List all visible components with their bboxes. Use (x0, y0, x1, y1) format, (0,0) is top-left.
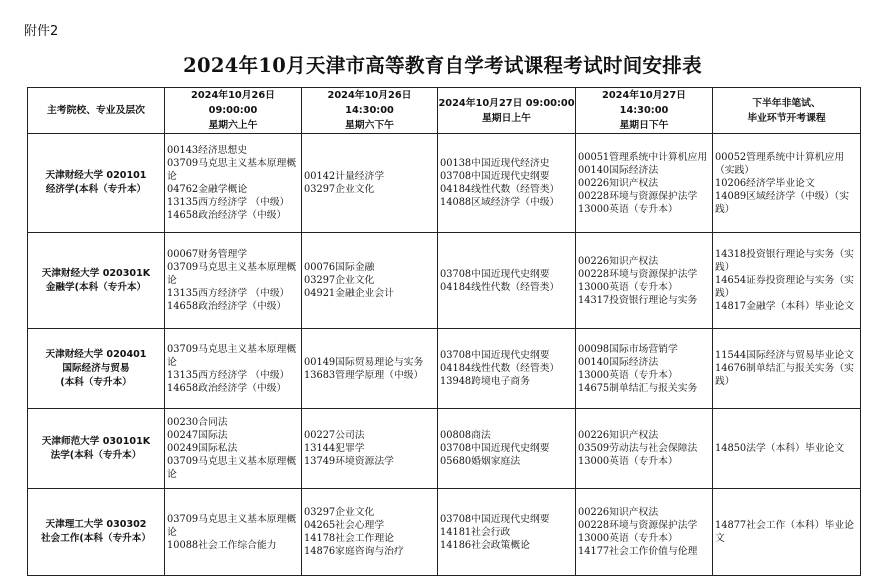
course-item: 13000英语（专升本） (578, 281, 678, 293)
course-item: 14181社会行政 (440, 526, 511, 538)
course-item: 14877社会工作（本科）毕业论文 (715, 520, 854, 544)
table-row (28, 233, 861, 329)
course-item: 13135西方经济学 （中级） (167, 288, 290, 299)
page-title: 2024年10月天津市高等教育自学考试课程考试时间安排表 (183, 54, 702, 77)
course-item: 14186社会政策概论 (440, 539, 530, 551)
course-item: 03709马克思主义基本原理概论 (167, 262, 297, 286)
institution-line: 天津理工大学 030302 (45, 519, 147, 530)
course-cell-sun-am (438, 329, 576, 409)
course-item: 03509劳动法与社会保障法 (578, 443, 698, 454)
table-row (28, 409, 861, 489)
course-item: 04184线性代数（经管类） (440, 281, 560, 293)
course-cell-sat-pm (302, 489, 438, 576)
course-cell-sun-am (438, 233, 576, 329)
course-item: 13144犯罪学 (304, 443, 365, 454)
course-item: 03297企业文化 (304, 275, 375, 286)
course-item: 11544国际经济与贸易毕业论文 (715, 350, 854, 361)
course-item: 00228环境与资源保护法学 (578, 520, 698, 531)
course-item: 00226知识产权法 (578, 430, 659, 441)
course-item: 00098国际市场营销学 (578, 343, 678, 355)
table-row (28, 329, 861, 409)
course-item: 13683管理学原理（中级） (304, 369, 424, 381)
course-item: 04184线性代数（经管类） (440, 184, 560, 195)
course-item: 00143经济思想史 (167, 145, 248, 156)
course-item: 04265社会心理学 (304, 520, 385, 531)
institution-cell (28, 134, 165, 233)
course-item: 14658政治经济学（中级） (167, 382, 287, 394)
course-item: 14658政治经济学（中级） (167, 210, 287, 221)
course-item: 14676制单结汇与报关实务（实践） (715, 363, 854, 387)
course-cell-sun-pm (576, 489, 713, 576)
course-cell-other (713, 233, 861, 329)
course-item: 00226知识产权法 (578, 255, 659, 267)
course-cell-sat-pm (302, 329, 438, 409)
course-item: 03297企业文化 (304, 507, 375, 518)
course-cell-sun-pm (576, 329, 713, 409)
institution-line: 经济学(本科（专升本） (45, 184, 147, 195)
course-item: 00076国际金融 (304, 262, 375, 273)
course-item: 04184线性代数（经管类） (440, 363, 560, 374)
header-sun-pm: 2024年10月27日 14:30:00 星期日下午 (576, 88, 713, 134)
course-item: 14658政治经济学（中级） (167, 301, 287, 312)
course-item: 03709马克思主义基本原理概论 (167, 343, 297, 368)
course-cell-sat-am (165, 233, 302, 329)
course-item: 10088社会工作综合能力 (167, 539, 277, 551)
course-cell-sat-am (165, 134, 302, 233)
course-item: 14654证券投资理论与实务（实践） (715, 275, 854, 299)
course-cell-sun-pm (576, 134, 713, 233)
institution-line: 金融学(本科（专升本） (45, 281, 147, 293)
course-cell-sat-pm (302, 134, 438, 233)
course-cell-other (713, 409, 861, 489)
course-item: 03708中国近现代史纲要 (440, 268, 550, 280)
course-cell-sun-pm (576, 409, 713, 489)
course-cell-sat-am (165, 329, 302, 409)
course-item: 00142计量经济学 (304, 171, 385, 182)
course-item: 13135西方经济学 （中级） (167, 369, 290, 381)
course-item: 14817金融学（本科）毕业论文 (715, 301, 854, 312)
course-item: 00051管理系统中计算机应用 (578, 151, 708, 163)
institution-cell (28, 409, 165, 489)
course-item: 00226知识产权法 (578, 507, 659, 518)
course-item: 00138中国近现代经济史 (440, 158, 550, 169)
course-item: 00226知识产权法 (578, 177, 659, 189)
header-sun-am: 2024年10月27日 09:00:00 星期日上午 (438, 88, 576, 134)
course-item: 00052管理系统中计算机应用（实践） (715, 151, 845, 176)
course-item: 00140国际经济法 (578, 164, 659, 176)
institution-cell (28, 329, 165, 409)
course-item: 00247国际法 (167, 430, 228, 441)
header-institution: 主考院校、专业及层次 (28, 88, 165, 134)
course-item: 14089区域经济学（中级）（实践） (715, 190, 850, 215)
course-item: 00228环境与资源保护法学 (578, 268, 698, 280)
course-item: 13948跨境电子商务 (440, 376, 530, 387)
institution-line: 国际经济与贸易 (62, 362, 130, 374)
course-item: 03709马克思主义基本原理概论 (167, 513, 297, 538)
course-item: 00228环境与资源保护法学 (578, 190, 698, 202)
course-item: 14318投资银行理论与实务（实践） (715, 249, 854, 273)
course-cell-other (713, 134, 861, 233)
course-item: 14675制单结汇与报关实务 (578, 382, 698, 394)
header-sat-pm: 2024年10月26日 14:30:00 星期六下午 (302, 88, 438, 134)
institution-line: 天津师范大学 030101K (41, 435, 151, 447)
course-item: 14177社会工作价值与伦理 (578, 546, 698, 557)
institution-line: 法学(本科（专升本） (50, 449, 142, 461)
course-item: 00140国际经济法 (578, 356, 659, 368)
course-cell-sun-am (438, 489, 576, 576)
course-item: 00067财务管理学 (167, 249, 248, 260)
institution-line: 天津财经大学 020401 (45, 348, 147, 360)
course-cell-sun-am (438, 134, 576, 233)
course-item: 13000英语（专升本） (578, 203, 678, 215)
course-cell-sat-pm (302, 409, 438, 489)
course-cell-sat-pm (302, 233, 438, 329)
institution-cell (28, 233, 165, 329)
attachment-label: 附件2 (24, 24, 59, 39)
course-item: 03708中国近现代史纲要 (440, 350, 550, 361)
course-item: 13135西方经济学 （中级） (167, 197, 290, 208)
course-item: 04762金融学概论 (167, 184, 248, 195)
institution-line: (本科（专升本） (60, 376, 132, 388)
course-item: 03708中国近现代史纲要 (440, 513, 550, 525)
institution-line: 社会工作(本科（专升本） (41, 533, 151, 544)
course-item: 03708中国近现代史纲要 (440, 443, 550, 454)
header-row (28, 88, 861, 134)
course-item: 14317投资银行理论与实务 (578, 294, 698, 306)
course-item: 14850法学（本科）毕业论文 (715, 443, 845, 454)
course-cell-sat-am (165, 409, 302, 489)
course-item: 13749环境资源法学 (304, 456, 394, 467)
exam-schedule-table (27, 87, 861, 576)
course-item: 00149国际贸易理论与实务 (304, 356, 424, 368)
course-item: 13000英语（专升本） (578, 533, 678, 544)
course-item: 00227公司法 (304, 430, 365, 441)
course-item: 03708中国近现代史纲要 (440, 171, 550, 182)
course-item: 05680婚姻家庭法 (440, 456, 521, 467)
course-item: 13000英语（专升本） (578, 369, 678, 381)
course-item: 14088区域经济学（中级） (440, 197, 560, 208)
institution-line: 天津财经大学 020101 (45, 170, 147, 181)
course-item: 14178社会工作理论 (304, 533, 394, 544)
institution-cell (28, 489, 165, 576)
header-sat-am: 2024年10月26日 09:00:00 星期六上午 (165, 88, 302, 134)
course-item: 13000英语（专升本） (578, 456, 678, 467)
course-item: 03297企业文化 (304, 184, 375, 195)
course-item: 03709马克思主义基本原理概论 (167, 158, 297, 182)
course-item: 10206经济学毕业论文 (715, 177, 815, 189)
course-cell-sun-am (438, 409, 576, 489)
table-row (28, 134, 861, 233)
table-row (28, 489, 861, 576)
course-cell-other (713, 489, 861, 576)
course-item: 00249国际私法 (167, 443, 238, 454)
course-item: 03709马克思主义基本原理概论 (167, 456, 297, 480)
course-cell-other (713, 329, 861, 409)
institution-line: 天津财经大学 020301K (41, 267, 151, 279)
course-cell-sun-pm (576, 233, 713, 329)
course-item: 14876家庭咨询与治疗 (304, 546, 404, 557)
course-cell-sat-am (165, 489, 302, 576)
course-item: 04921金融企业会计 (304, 288, 394, 299)
header-other: 下半年非笔试、 毕业环节开考课程 (713, 88, 861, 134)
course-item: 00808商法 (440, 430, 491, 441)
course-item: 00230合同法 (167, 417, 228, 428)
